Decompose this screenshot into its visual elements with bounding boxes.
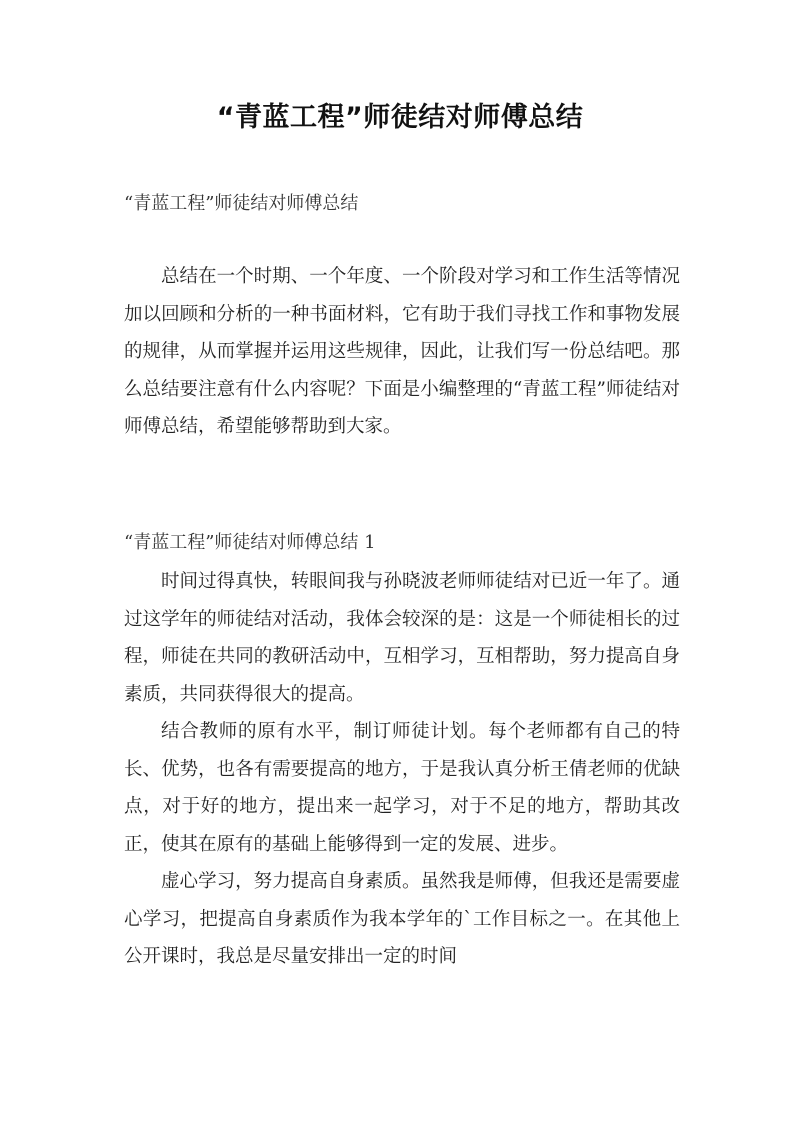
section-body: [124, 563, 680, 976]
body-paragraph: 时间过得真快，转眼间我与孙晓波老师师徒结对已近一年了。通过这学年的师徒结对活动，我体会较深的是：这是一个师徒相长的过程，师徒在共同的教研活动中，互相学习，互相帮助，努力提高自身素质，共同获得很大的提高。: [124, 571, 680, 705]
body-paragraph: 结合教师的原有水平，制订师徒计划。每个老师都有自己的特长、优势，也各有需要提高的地方，于是我认真分析王倩老师的优缺点，对于好的地方，提出来一起学习，对于不足的地方，帮助其改正，使其在原有的基础上能够得到一定的发展、进步。: [124, 721, 680, 855]
body-paragraph: 虚心学习，努力提高自身素质。虽然我是师傅，但我还是需要虚心学习，把提高自身素质作为我本学年的`工作目标之一。在其他上公开课时，我总是尽量安排出一定的时间: [124, 871, 680, 967]
document-subtitle: “青蓝工程”师徒结对师傅总结: [124, 193, 359, 214]
intro-paragraph: 总结在一个时期、一个年度、一个阶段对学习和工作生活等情况加以回顾和分析的一种书面材料，它有助于我们寻找工作和事物发展的规律，从而掌握并运用这些规律，因此，让我们写一份总结吧。那么总结要注意有什么内容呢？下面是小编整理的“青蓝工程”师徒结对师傅总结，希望能够帮助到大家。: [124, 266, 680, 437]
intro-block: [124, 258, 680, 446]
document-title: “青蓝工程”师徒结对师傅总结: [216, 102, 584, 133]
section-heading: “青蓝工程”师徒结对师傅总结 1: [124, 532, 376, 553]
